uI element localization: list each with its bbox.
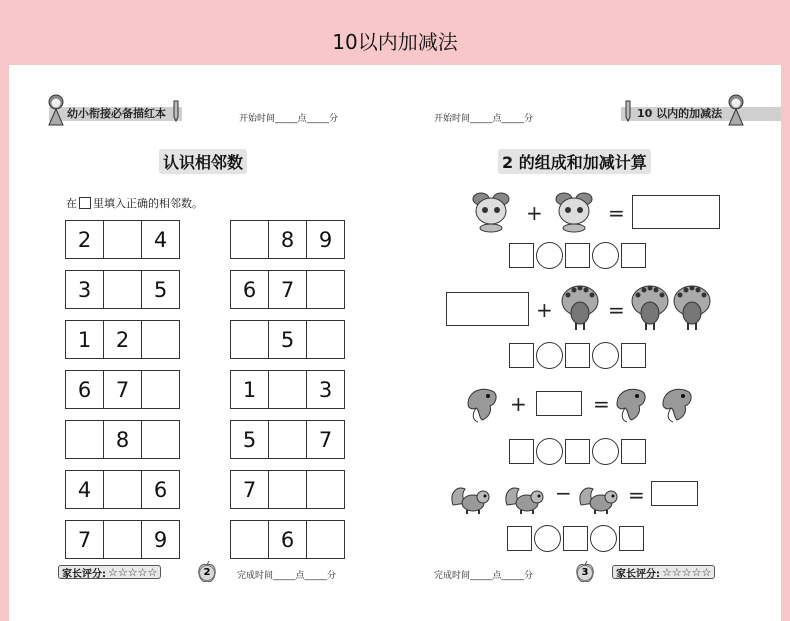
instruction-post: 里填入正确的相邻数。 bbox=[93, 197, 203, 210]
answer-square[interactable] bbox=[621, 343, 646, 368]
plus-sign: + bbox=[536, 298, 553, 322]
blank-cell[interactable] bbox=[103, 520, 142, 559]
right-finish-time: 完成时间_____点_____分 bbox=[434, 571, 534, 581]
blank-cell[interactable] bbox=[268, 470, 307, 509]
right-parent-rating bbox=[612, 565, 715, 579]
number-cell: 6 bbox=[65, 370, 104, 409]
hamster-icon bbox=[554, 191, 594, 233]
answer-box[interactable] bbox=[651, 481, 698, 506]
plus-sign: + bbox=[526, 201, 543, 225]
number-cell: 3 bbox=[306, 370, 345, 409]
blank-cell[interactable] bbox=[306, 320, 345, 359]
blank-cell[interactable] bbox=[141, 320, 180, 359]
operator-circle[interactable] bbox=[592, 242, 619, 269]
number-grid-row bbox=[230, 520, 344, 559]
dolphin-icon bbox=[657, 382, 697, 424]
answer-box[interactable] bbox=[536, 391, 582, 416]
number-cell: 7 bbox=[65, 520, 104, 559]
operator-circle[interactable] bbox=[536, 438, 563, 465]
number-cell: 4 bbox=[65, 470, 104, 509]
answer-square[interactable] bbox=[621, 243, 646, 268]
operator-circle[interactable] bbox=[536, 242, 563, 269]
equals-sign: = bbox=[608, 201, 625, 225]
number-cell: 7 bbox=[306, 420, 345, 459]
number-cell: 9 bbox=[141, 520, 180, 559]
answer-square[interactable] bbox=[509, 439, 534, 464]
blank-cell[interactable] bbox=[103, 470, 142, 509]
answer-box[interactable] bbox=[446, 292, 529, 326]
answer-row bbox=[509, 242, 646, 269]
minus-sign: − bbox=[555, 481, 572, 505]
number-grid-row bbox=[65, 220, 179, 259]
answer-square[interactable] bbox=[507, 526, 532, 551]
blank-cell[interactable] bbox=[306, 470, 345, 509]
rating-label: 家长评分: bbox=[62, 568, 106, 580]
squirrel-icon bbox=[449, 483, 491, 515]
number-cell: 1 bbox=[65, 320, 104, 359]
blank-cell[interactable] bbox=[141, 370, 180, 409]
left-parent-rating bbox=[58, 565, 161, 579]
rating-label: 家长评分: bbox=[616, 568, 660, 580]
number-grid-row bbox=[65, 520, 179, 559]
banner-title: 10以内加减法 bbox=[332, 30, 458, 54]
answer-square[interactable] bbox=[565, 243, 590, 268]
left-heading: 认识相邻数 bbox=[159, 149, 247, 174]
number-cell: 2 bbox=[103, 320, 142, 359]
number-cell: 8 bbox=[103, 420, 142, 459]
dolphin-icon bbox=[462, 382, 502, 424]
blank-cell[interactable] bbox=[103, 220, 142, 259]
answer-square[interactable] bbox=[565, 439, 590, 464]
worksheet-spread bbox=[9, 65, 781, 621]
pencil-icon bbox=[169, 99, 183, 123]
rating-stars[interactable]: ☆☆☆☆☆ bbox=[662, 565, 712, 579]
left-page-number: 2 bbox=[199, 565, 215, 581]
operator-circle[interactable] bbox=[534, 525, 561, 552]
number-grid-row bbox=[230, 370, 344, 409]
answer-row bbox=[507, 525, 644, 552]
number-cell: 7 bbox=[103, 370, 142, 409]
answer-square[interactable] bbox=[509, 343, 534, 368]
blank-cell[interactable] bbox=[230, 320, 269, 359]
blank-cell[interactable] bbox=[268, 370, 307, 409]
instruction-pre: 在 bbox=[66, 197, 77, 210]
answer-square[interactable] bbox=[565, 343, 590, 368]
equals-sign: = bbox=[593, 392, 610, 416]
answer-row bbox=[509, 438, 646, 465]
operator-circle[interactable] bbox=[592, 342, 619, 369]
number-cell: 7 bbox=[268, 270, 307, 309]
number-cell: 6 bbox=[141, 470, 180, 509]
answer-box[interactable] bbox=[632, 195, 720, 229]
left-start-time: 开始时间_____点_____分 bbox=[239, 114, 339, 124]
answer-square[interactable] bbox=[509, 243, 534, 268]
number-grid-row bbox=[230, 320, 344, 359]
equals-sign: = bbox=[608, 298, 625, 322]
answer-row bbox=[509, 342, 646, 369]
blank-cell[interactable] bbox=[230, 220, 269, 259]
number-cell: 7 bbox=[230, 470, 269, 509]
peacock-icon bbox=[630, 283, 670, 331]
operator-circle[interactable] bbox=[536, 342, 563, 369]
blank-cell[interactable] bbox=[230, 520, 269, 559]
operator-circle[interactable] bbox=[592, 438, 619, 465]
number-grid-row bbox=[230, 270, 344, 309]
rating-stars[interactable]: ☆☆☆☆☆ bbox=[108, 565, 158, 579]
number-cell: 3 bbox=[65, 270, 104, 309]
answer-square[interactable] bbox=[621, 439, 646, 464]
squirrel-icon bbox=[503, 483, 545, 515]
left-finish-time: 完成时间_____点_____分 bbox=[237, 571, 337, 581]
number-grid-row bbox=[65, 270, 179, 309]
right-page-number: 3 bbox=[577, 565, 593, 581]
instruction bbox=[66, 195, 203, 211]
number-grid-row bbox=[230, 470, 344, 509]
number-cell: 6 bbox=[268, 520, 307, 559]
pencil-icon bbox=[621, 99, 635, 123]
blank-cell[interactable] bbox=[268, 420, 307, 459]
number-cell: 9 bbox=[306, 220, 345, 259]
left-series-title: 幼小衔接必备描红本 bbox=[67, 107, 166, 120]
number-cell: 5 bbox=[268, 320, 307, 359]
number-cell: 2 bbox=[65, 220, 104, 259]
dolphin-icon bbox=[611, 382, 651, 424]
equals-sign: = bbox=[628, 483, 645, 507]
number-cell: 8 bbox=[268, 220, 307, 259]
peacock-icon bbox=[672, 283, 712, 331]
number-cell: 5 bbox=[141, 270, 180, 309]
number-cell: 5 bbox=[230, 420, 269, 459]
operator-circle[interactable] bbox=[590, 525, 617, 552]
number-grid-row bbox=[65, 470, 179, 509]
girl-figure-icon bbox=[725, 93, 747, 127]
number-grid-row bbox=[65, 370, 179, 409]
number-grid-row bbox=[230, 220, 344, 259]
answer-square[interactable] bbox=[563, 526, 588, 551]
number-grid-row bbox=[230, 420, 344, 459]
blank-cell[interactable] bbox=[306, 270, 345, 309]
girl-figure-icon bbox=[45, 93, 67, 127]
right-series-title: 10 以内的加减法 bbox=[637, 107, 723, 120]
blank-cell[interactable] bbox=[103, 270, 142, 309]
blank-cell[interactable] bbox=[141, 420, 180, 459]
number-grid-row bbox=[65, 320, 179, 359]
blank-cell[interactable] bbox=[65, 420, 104, 459]
blank-square-icon bbox=[79, 197, 91, 209]
hamster-icon bbox=[471, 191, 511, 233]
number-cell: 4 bbox=[141, 220, 180, 259]
number-grid-row bbox=[65, 420, 179, 459]
right-start-time: 开始时间_____点_____分 bbox=[434, 114, 534, 124]
number-cell: 6 bbox=[230, 270, 269, 309]
answer-square[interactable] bbox=[619, 526, 644, 551]
squirrel-icon bbox=[577, 483, 619, 515]
plus-sign: + bbox=[510, 392, 527, 416]
number-cell: 1 bbox=[230, 370, 269, 409]
blank-cell[interactable] bbox=[306, 520, 345, 559]
peacock-icon bbox=[560, 283, 600, 331]
right-heading: 2 的组成和加减计算 bbox=[498, 149, 651, 174]
